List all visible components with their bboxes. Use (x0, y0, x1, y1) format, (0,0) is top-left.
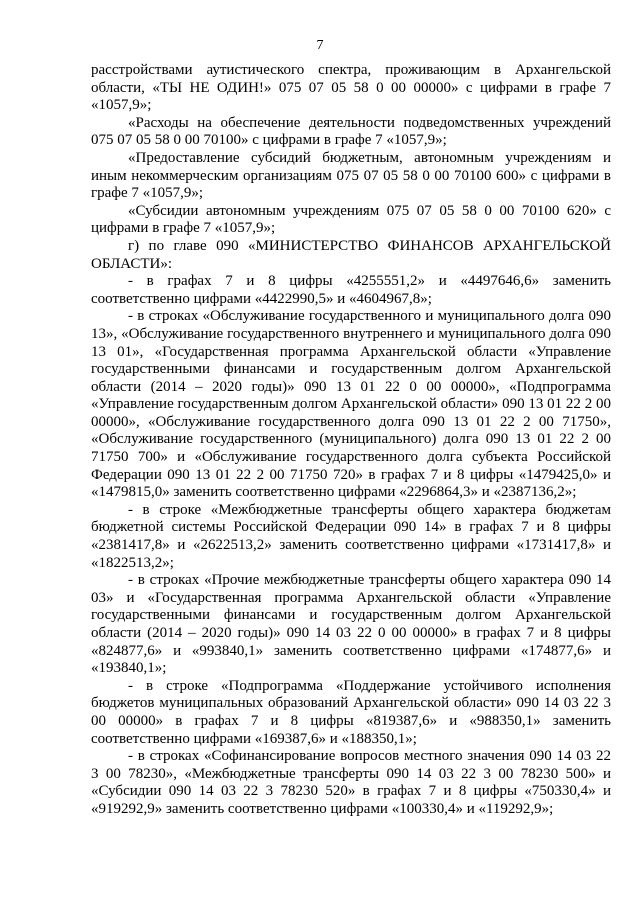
paragraph: «Субсидии автономным учреждениям 075 07 05 58 0 00 70100 620» с цифрами в графе 7 «1057,9»; (91, 202, 611, 237)
list-item-paragraph: - в графах 7 и 8 цифры «4255551,2» и «4497646,6» заменить соответственно цифрами «4422990,5» и «4604967,8»; (91, 273, 611, 307)
list-item-paragraph: - в строках «Прочие межбюджетные трансферты общего характера 090 14 03» и «Государственная программа Архангельской области «Управление государственными финансами и государственным долгом Архангельской области (2014 – 2020 годы)» 090 14 03 22 0 00 00000» в графах 7 и 8 цифры «824877,6» и «993840,1» заменить соответственно цифрами «174877,6» и «193840,1»; (91, 572, 611, 677)
list-item-paragraph: - в строках «Обслуживание государственного и муниципального долга 090 13», «Обслуживание государственного внутреннего и муниципального долга 090 13 01», «Государственная программа Архангельской области «Управление государственными финансами и государственным долгом Архангельской области (2014 – 2020 годы)» 090 13 01 22 0 00 00000», «Подпрограмма «Управление государственным долгом Архангельской области» 090 13 01 22 2 00 00000», «Обслуживание государственного долга 090 13 01 22 2 00 71750», «Обслуживание государственного (муниципального) долга 090 13 01 22 2 00 71750 700» и «Обслуживание государственного долга субъекта Российской Федерации 090 13 01 22 2 00 71750 720» в графах 7 и 8 цифры «1479425,0» и «1479815,0» заменить соответственно цифрами «2296864,3» и «2387136,2»; (91, 308, 611, 501)
section-heading-paragraph: г) по главе 090 «МИНИСТЕРСТВО ФИНАНСОВ АРХАНГЕЛЬСКОЙ ОБЛАСТИ»: (91, 237, 611, 272)
list-item-paragraph: - в строке «Межбюджетные трансферты общего характера бюджетам бюджетной системы Российской Федерации 090 14» в графах 7 и 8 цифры «2381417,8» и «2622513,2» заменить соответственно цифрами «1731417,8» и «1822513,2»; (91, 501, 611, 571)
list-item-paragraph: - в строках «Софинансирование вопросов местного значения 090 14 03 22 3 00 78230», «Межбюджетные трансферты 090 14 03 22 3 00 78230 500» и «Субсидии 090 14 03 22 3 78230 520» в графах 7 и 8 цифры «750330,4» и «919292,9» заменить соответственно цифрами «100330,4» и «119292,9»; (91, 748, 611, 817)
paragraph: «Расходы на обеспечение деятельности подведомственных учреждений 075 07 05 58 0 00 70100» с цифрами в графе 7 «1057,9»; (91, 114, 611, 149)
paragraph: «Предоставление субсидий бюджетным, автономным учреждениям и иным некоммерческим организациям 075 07 05 58 0 00 70100 600» с цифрами в графе 7 «1057,9»; (91, 149, 611, 202)
paragraph-continuation: расстройствами аутистического спектра, проживающим в Архангельской области, «ТЫ НЕ ОДИН!» 075 07 05 58 0 00 00000» с цифрами в графе 7 «1057,9»; (91, 62, 611, 114)
document-body (91, 62, 611, 819)
page-number: 7 (316, 38, 324, 53)
list-item-paragraph: - в строке «Подпрограмма «Поддержание устойчивого исполнения бюджетов муниципальных образований Архангельской области» 090 14 03 22 3 00 00000» в графах 7 и 8 цифры «819387,6» и «988350,1» заменить соответственно цифрами «169387,6» и «188350,1»; (91, 677, 611, 747)
